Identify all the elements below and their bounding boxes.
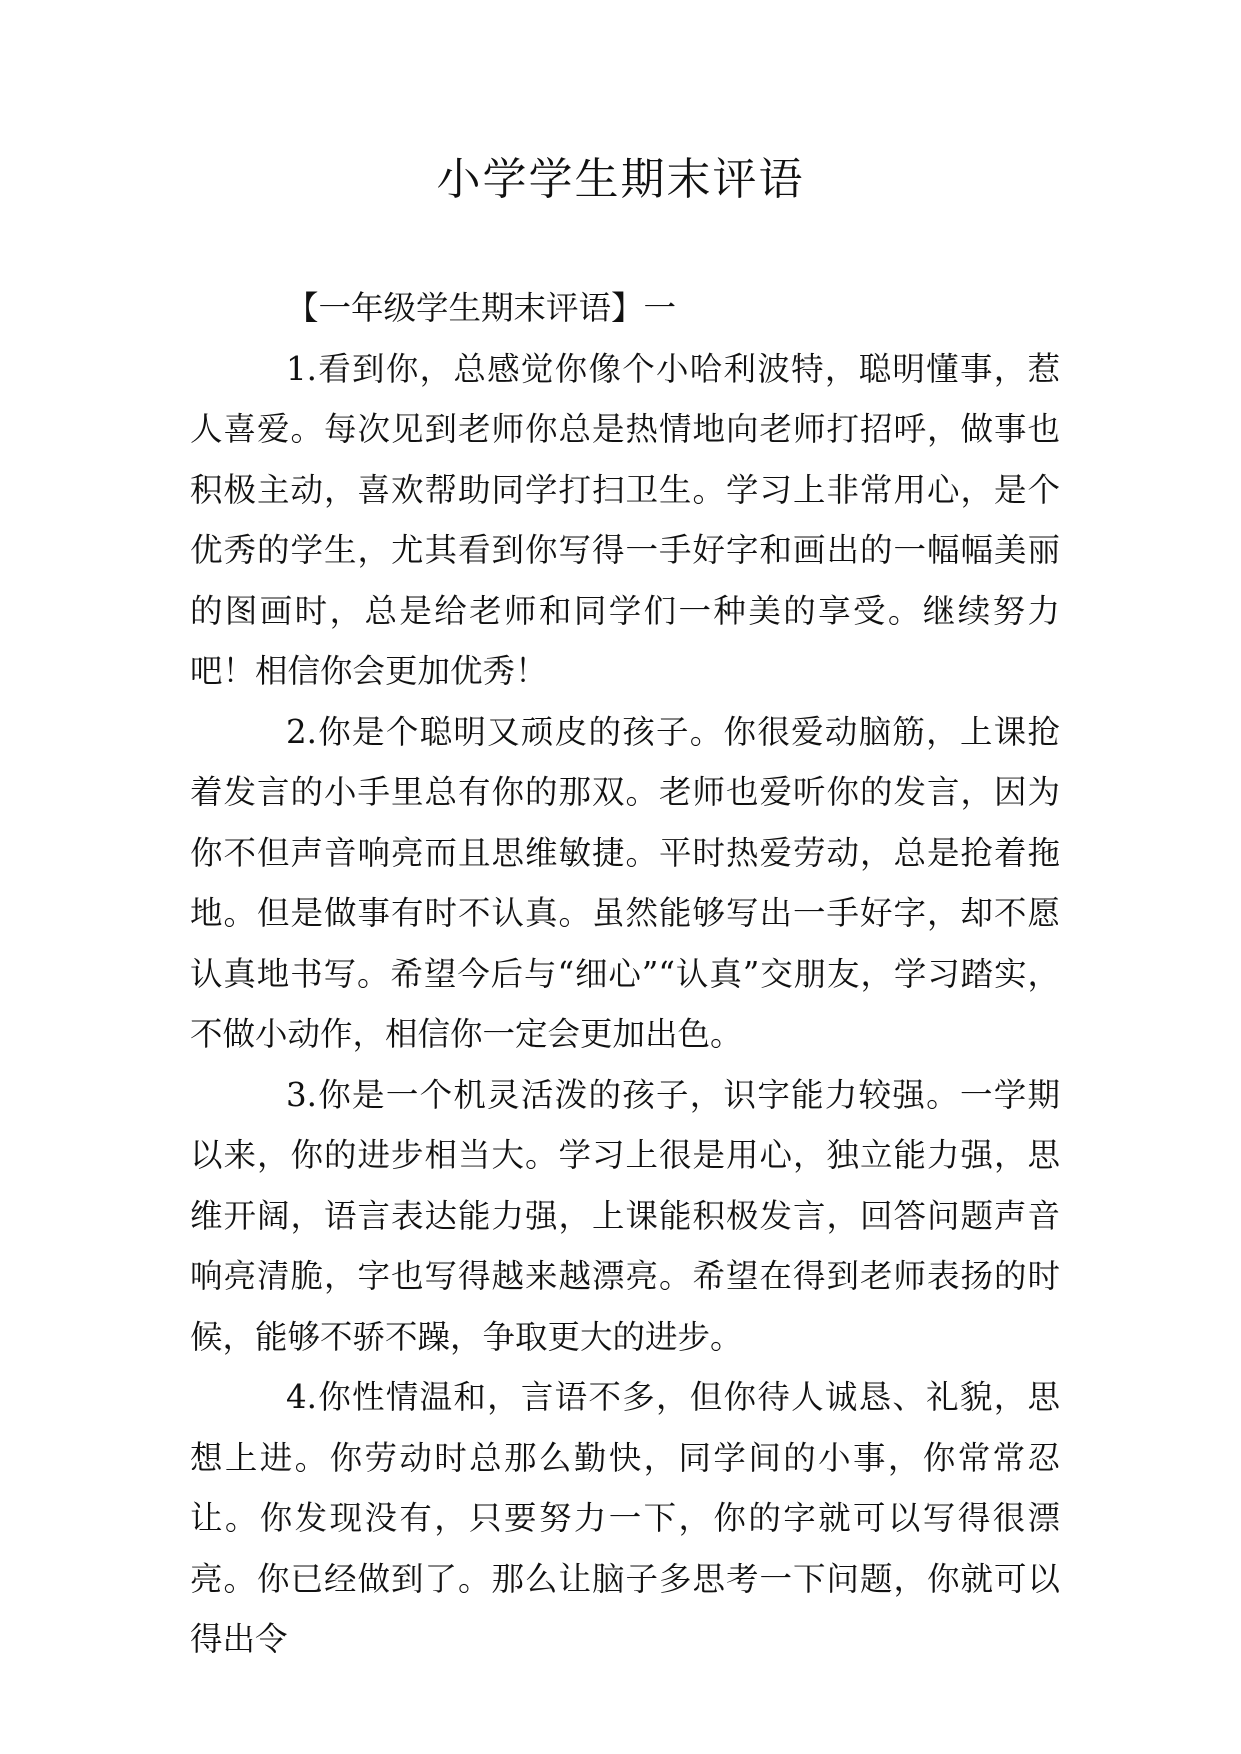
document-body [190,278,1060,1670]
paragraph-4: 4.你性情温和，言语不多，但你待人诚恳、礼貌，思想上进。你劳动时总那么勤快，同学间的小事，你常常忍让。你发现没有，只要努力一下，你的字就可以写得很漂亮。你已经做到了。那么让脑子多思考一下问题，你就可以得出令 [190,1378,1060,1658]
paragraph-1: 1.看到你，总感觉你像个小哈利波特，聪明懂事，惹人喜爱。每次见到老师你总是热情地向老师打招呼，做事也积极主动，喜欢帮助同学打扫卫生。学习上非常用心，是个优秀的学生，尤其看到你写得一手好字和画出的一幅幅美丽的图画时，总是给老师和同学们一种美的享受。继续努力吧！相信你会更加优秀！ [190,349,1060,690]
section-heading: 【一年级学生期末评语】一 [286,289,677,327]
paragraph-2: 2.你是个聪明又顽皮的孩子。你很爱动脑筋，上课抢着发言的小手里总有你的那双。老师也爱听你的发言，因为你不但声音响亮而且思维敏捷。平时热爱劳动，总是抢着拖地。但是做事有时不认真。虽然能够写出一手好字，却不愿认真地书写。希望今后与“细心”“认真”交朋友，学习踏实，不做小动作，相信你一定会更加出色。 [190,712,1060,1053]
document-title: 小学学生期末评语 [436,154,805,205]
paragraph-3: 3.你是一个机灵活泼的孩子，识字能力较强。一学期以来，你的进步相当大。学习上很是用心，独立能力强，思维开阔，语言表达能力强，上课能积极发言，回答问题声音响亮清脆，字也写得越来越漂亮。希望在得到老师表扬的时候，能够不骄不躁，争取更大的进步。 [190,1075,1060,1356]
